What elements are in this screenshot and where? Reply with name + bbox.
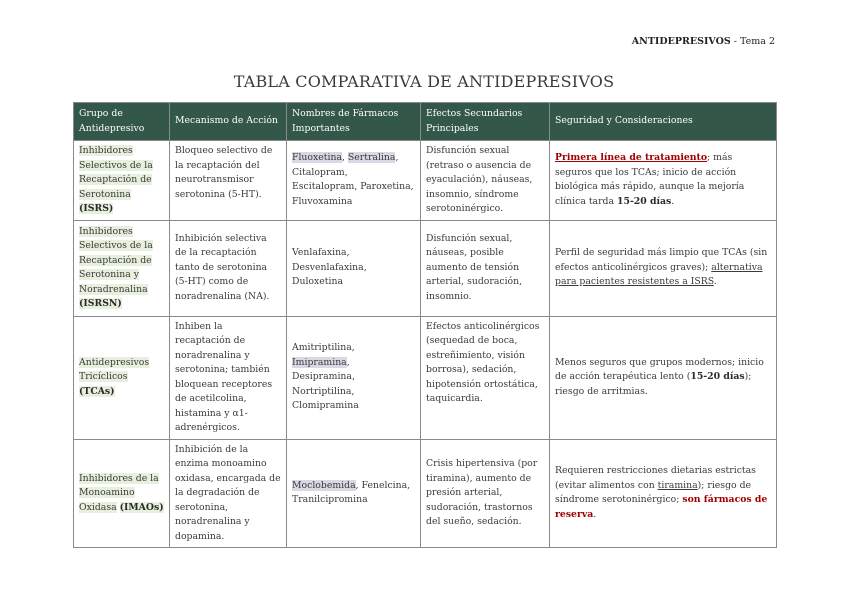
header-separator: - [730,36,741,47]
group-abbr: (IMAOs) [119,501,164,513]
effects-cell: Disfunción sexual (retraso o ausencia de eyaculación), náuseas, insomnio, síndrome serotoninérgico. [421,141,550,221]
mechanism-cell: Bloqueo selectivo de la recaptación del neurotransmisor serotonina (5-HT). [170,141,287,221]
safety-end: . [713,276,717,288]
col-header-effects: Efectos Secundarios Principales [421,103,550,141]
group-cell [74,141,170,221]
group-name: Inhibidores Selectivos de la Recaptación de Serotonina y Noradrenalina [79,225,153,295]
effects-cell: Disfunción sexual, náuseas, posible aumento de tensión arterial, sudoración, insomnio. [421,220,550,316]
safety-underline: tiramina [657,479,698,491]
effects-cell: Efectos anticolinérgicos (sequedad de boca, estreñimiento, visión borrosa), sedación, hipotensión ortostática, taquicardia. [421,316,550,439]
safety-bold: 15-20 días [617,195,672,207]
group-abbr: (ISRSN) [79,298,122,309]
safety-end: . [593,508,597,520]
page-title: TABLA COMPARATIVA DE ANTIDEPRESIVOS [233,72,615,91]
safety-cell [550,220,777,316]
drug-highlight: Sertralina [347,152,396,164]
safety-emphasis: son fármacos de reserva [555,494,768,520]
col-header-drugs: Nombres de Fármacos Importantes [287,103,421,141]
header-doc-title: ANTIDEPRESIVOS [631,36,731,47]
table-row [74,316,777,439]
group-name: Inhibidores Selectivos de la Recaptación de Serotonina [79,145,153,200]
running-header [632,36,775,47]
drugs-cell [287,439,421,548]
col-header-mechanism: Mecanismo de Acción [170,103,287,141]
drug-list: , Desipramina, Nortriptilina, Clomipramina [292,356,359,412]
drug-list: , Fenelcina, Tranilcipromina [292,479,411,506]
comparison-table [73,102,777,548]
safety-emphasis: Primera línea de tratamiento [555,152,708,164]
group-name: Antidepresivos Tricíclicos [79,356,150,383]
safety-cell [550,316,777,439]
safety-end: ); riesgo de arritmias. [555,371,752,397]
table-header-row [74,103,777,141]
safety-text: ; más seguros que los TCAs; inicio de acción biológica más rápido, aunque la mejoría clínica tarda [555,152,745,207]
group-name: Inhibidores de la Monoamino Oxidasa [79,472,159,513]
group-cell [74,316,170,439]
safety-cell [550,141,777,221]
group-cell [74,439,170,548]
mechanism-cell: Inhibición selectiva de la recaptación tanto de serotonina (5-HT) como de noradrenalina (NA). [170,220,287,316]
header-section: Tema 2 [740,36,775,47]
safety-underline: alternativa para pacientes resistentes a ISRS [555,261,763,288]
mechanism-cell: Inhibición de la enzima monoamino oxidasa, encargada de la degradación de serotonina, noradrenalina y dopamina. [170,439,287,548]
table-row [74,439,777,548]
safety-text: Menos seguros que grupos modernos; inicio de acción terapéutica lento ( [555,356,764,383]
effects-cell: Crisis hipertensiva (por tiramina), aumento de presión arterial, sudoración, trastornos del sueño, sedación. [421,439,550,548]
safety-bold: 15-20 días [690,371,745,383]
drug-highlight: Moclobemida [292,479,356,491]
group-cell [74,220,170,316]
drugs-cell [287,141,421,221]
group-abbr: (ISRS) [79,203,114,214]
mechanism-cell: Inhiben la recaptación de noradrenalina y serotonina; también bloquean receptores de acetilcolina, histamina y α1-adrenérgicos. [170,316,287,439]
col-header-safety: Seguridad y Consideraciones [550,103,777,141]
table-row [74,220,777,316]
safety-text: Perfil de seguridad más limpio que TCAs (sin efectos anticolinérgicos graves); [555,247,768,273]
drug-highlight: Fluoxetina [292,152,342,164]
drugs-cell: Venlafaxina, Desvenlafaxina, Duloxetina [287,220,421,316]
safety-text: ); riesgo de síndrome serotoninérgico; [555,479,752,506]
col-header-group: Grupo de Antidepresivo [74,103,170,141]
drugs-cell [287,316,421,439]
table-row [74,141,777,221]
safety-cell [550,439,777,548]
safety-end: . [671,195,675,207]
drug-highlight: Imipramina [292,356,347,368]
drug-list: Amitriptilina, [292,342,355,354]
safety-text: Requieren restricciones dietarias estrictas (evitar alimentos con [555,465,756,491]
drug-sep: , [342,152,348,164]
group-abbr: (TCAs) [79,385,115,397]
drug-list: , Citalopram, Escitalopram, Paroxetina, Fluvoxamina [292,152,414,207]
